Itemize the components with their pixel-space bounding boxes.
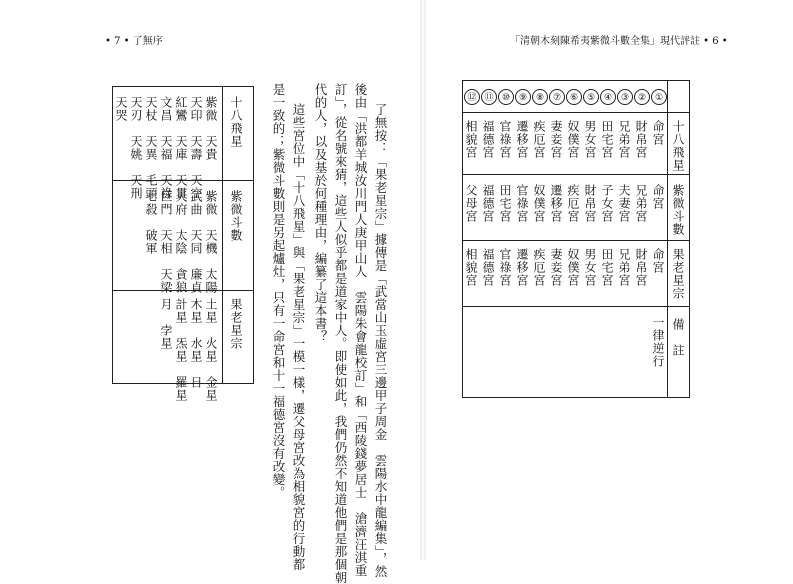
row-label-guolao-xingzong: 果老星宗 xyxy=(671,248,685,300)
palace-cell: 妻妾宮 xyxy=(549,248,563,287)
star-line: 天哭 xyxy=(114,96,128,122)
palace-cell: 夫妻宮 xyxy=(617,184,631,223)
palace-cell: 田宅宮 xyxy=(600,120,614,159)
palace-cell: 子女宮 xyxy=(600,184,614,223)
palace-cell: 官祿宮 xyxy=(498,248,512,287)
star-line: 武曲 天同 廉貞 xyxy=(189,190,203,294)
palace-cell: 福德宮 xyxy=(481,184,495,223)
palace-cell: 相貌宮 xyxy=(464,248,478,287)
body-line: 是一致的；紫微斗數則是另起爐灶，只有一命宮和十一福德宮沒有改變。 xyxy=(271,83,286,499)
star-line: 天印 天壽 天空 xyxy=(189,96,203,200)
table-rule xyxy=(462,240,690,241)
row-label-ziwei-doushu: 紫微斗數 xyxy=(671,184,685,236)
palace-number: ① xyxy=(651,89,667,105)
body-line: 這些宮位中「十八飛星」與「果老星宗」一模一樣，遷父母宮改為相貌宮的行動都 xyxy=(291,103,306,571)
star-line: 天杖 天異 毛頭 xyxy=(144,96,158,200)
palace-cell: 疾厄宮 xyxy=(532,248,546,287)
palace-number: ⑪ xyxy=(481,89,497,105)
left-page-header: • 7 • 了無序 xyxy=(105,36,163,47)
palace-number: ⑤ xyxy=(583,89,599,105)
palace-cell: 妻妾宮 xyxy=(549,120,563,159)
star-line: 紅鸞 天庫 天貫 xyxy=(174,96,188,200)
palace-cell: 官祿宮 xyxy=(498,120,512,159)
palace-cell: 兄弟宮 xyxy=(617,248,631,287)
palace-cell: 官祿宮 xyxy=(515,184,529,223)
palace-cell: 奴僕宮 xyxy=(566,120,580,159)
palace-cell: 遷移宮 xyxy=(515,248,529,287)
palace-number: ⑥ xyxy=(566,89,582,105)
palace-cell: 財帛宮 xyxy=(634,120,648,159)
palace-cell: 財帛宮 xyxy=(583,184,597,223)
star-line: 紫微 天貴 xyxy=(204,96,218,161)
row-label-notes: 備 註 xyxy=(671,318,685,357)
palace-cell: 田宅宮 xyxy=(498,184,512,223)
table-rule xyxy=(462,306,690,307)
col-header-guolao-xingzong: 果老星宗 xyxy=(229,298,243,350)
palace-number: ⑫ xyxy=(464,89,480,105)
palace-cell: 男女宮 xyxy=(583,248,597,287)
body-line: 代的人，以及基於何種理由，編纂了這本書？ xyxy=(313,83,328,343)
palace-cell: 命宮 xyxy=(651,184,665,210)
palace-number: ⑩ xyxy=(498,89,514,105)
star-line: 巨門 天相 天梁 xyxy=(159,190,173,294)
palace-cell: 遷移宮 xyxy=(549,184,563,223)
palace-cell: 相貌宮 xyxy=(464,120,478,159)
star-line: 計星 炁星 羅星 xyxy=(174,298,188,402)
row-label-18-flying-stars: 十八飛星 xyxy=(671,120,685,172)
palace-number: ③ xyxy=(617,89,633,105)
palace-cell: 父母宮 xyxy=(464,184,478,223)
palace-cell: 疾厄宮 xyxy=(532,120,546,159)
body-line: 後由「洪都羊城汝川門人庚甲山人 雲陽朱會龍校訂」和「西陵錢夢居士 滄濟汪淇重 xyxy=(353,83,368,577)
palace-cell: 福德宮 xyxy=(481,120,495,159)
palace-cell: 奴僕宮 xyxy=(566,248,580,287)
body-line: 了無按：「果老星宗」據傳是「武當山玉虛宮三邊甲子周金 雲陽水中龍編集」，然 xyxy=(373,103,388,578)
star-line: 天刃 天姚 天刑 xyxy=(129,96,143,200)
table-rule xyxy=(462,174,690,175)
palace-cell: 疾厄宮 xyxy=(566,184,580,223)
star-line: 七殺 破軍 xyxy=(144,190,158,255)
table-rule xyxy=(462,112,690,113)
star-line: 紫微 天機 太陽 xyxy=(204,190,218,294)
palace-cell: 福德宮 xyxy=(481,248,495,287)
star-line: 木星 水星 日 xyxy=(189,298,203,389)
palace-number: ⑧ xyxy=(532,89,548,105)
palace-cell: 命宮 xyxy=(651,120,665,146)
palace-cell: 遷移宮 xyxy=(515,120,529,159)
col-header-18-flying-stars: 十八飛星 xyxy=(229,96,243,148)
palace-number: ⑦ xyxy=(549,89,565,105)
palace-number: ④ xyxy=(600,89,616,105)
table-rule xyxy=(667,80,668,398)
palace-number: ⑨ xyxy=(515,89,531,105)
right-page-header: 「清朝木刻陳希夷紫微斗數全集」現代評註 • 6 • xyxy=(510,36,728,47)
table-rule xyxy=(222,86,223,384)
palace-number: ② xyxy=(634,89,650,105)
palace-cell: 財帛宮 xyxy=(634,248,648,287)
star-line: 土星 火星 金星 xyxy=(204,298,218,402)
notes-cell: 一律逆行 xyxy=(651,316,665,368)
palace-cell: 命宮 xyxy=(651,248,665,274)
palace-cell: 男女宮 xyxy=(583,120,597,159)
book-gutter xyxy=(420,0,426,560)
palace-cell: 奴僕宮 xyxy=(532,184,546,223)
palace-cell: 兄弟宮 xyxy=(617,120,631,159)
star-line: 天府 太陰 貪狼 xyxy=(174,190,188,294)
palace-cell: 兄弟宮 xyxy=(634,184,648,223)
col-header-ziwei-doushu: 紫微斗數 xyxy=(229,190,243,242)
star-line: 月 孛星 xyxy=(159,298,173,350)
star-line: 文昌 天福 天祿 xyxy=(159,96,173,200)
palace-cell: 田宅宮 xyxy=(600,248,614,287)
body-line: 訂」，從名號來猜，這些人似乎都是道家中人。即使如此，我們仍然不知道他們是那個朝 xyxy=(333,83,348,584)
